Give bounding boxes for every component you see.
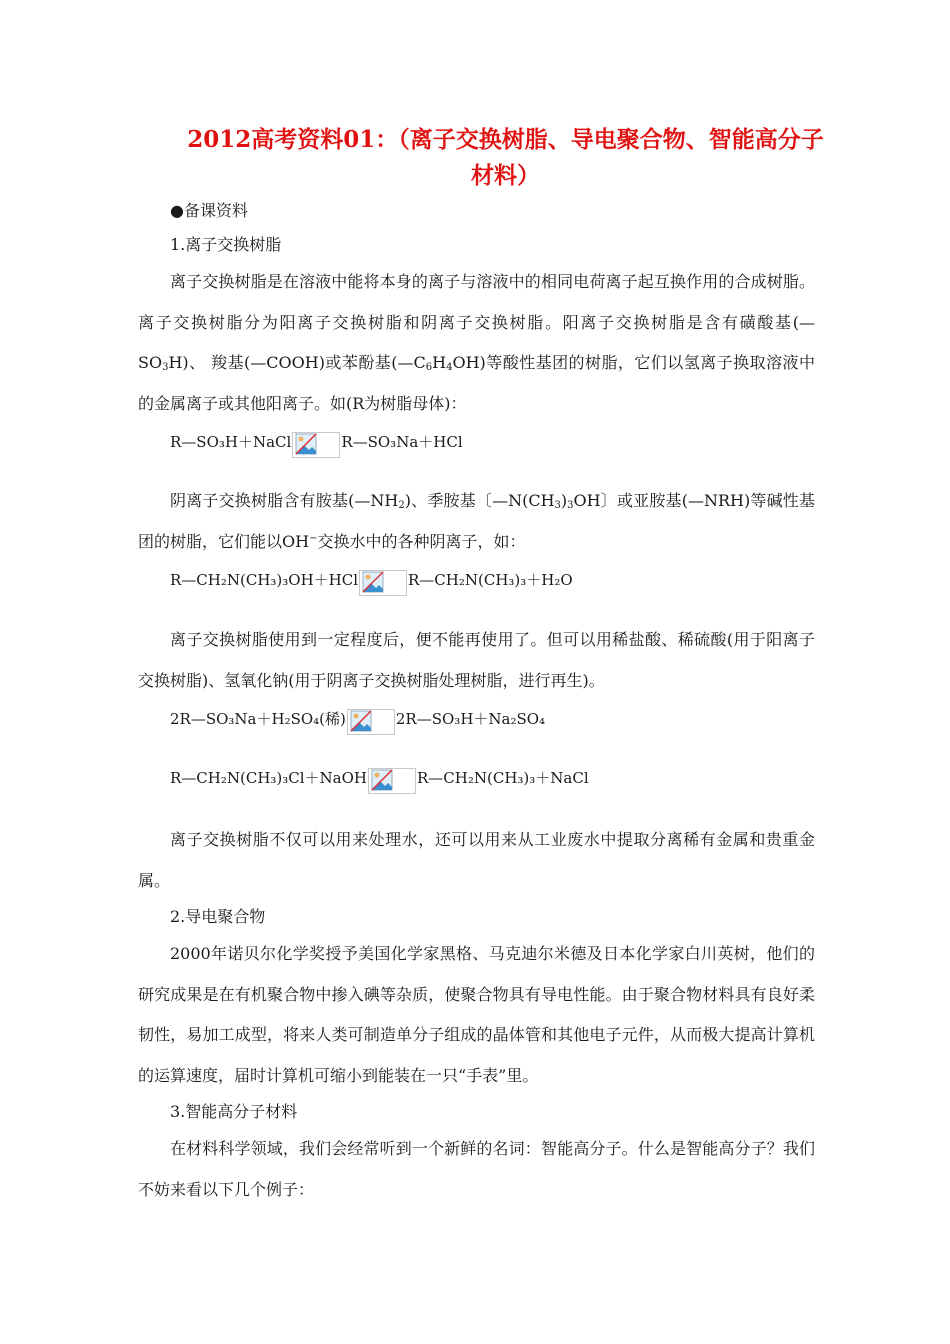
equation-right: R—SO₃Na＋HCl [341, 433, 463, 451]
equation-left: R—CH₂N(CH₃)₃Cl＋NaOH [170, 769, 367, 787]
equation-left: R—SO₃H＋NaCl [170, 433, 292, 451]
paragraph-conductive-polymer: 2000年诺贝尔化学奖授予美国化学家黑格、马克迪尔米德及日本化学家白川英树，他们的研究成果是在有机聚合物中掺入碘等杂质，使聚合物具有导电性能。由于聚合物材料具有良好柔韧性，易加工成型，将来人类可制造单分子组成的晶体管和其他电子元件，从而极大提高计算机的运算速度，届时计算机可缩小到能装在一只“手表”里。 [138, 944, 815, 1085]
title-line-2: 材料） [471, 162, 540, 189]
equation-right: R—CH₂N(CH₃)₃＋NaCl [417, 769, 589, 787]
title-line-1: 2012高考资料01：（离子交换树脂、导电聚合物、智能高分子 [187, 126, 824, 153]
heading-conductive-polymer: 2.导电聚合物 [170, 907, 266, 926]
broken-image-icon [292, 432, 340, 458]
equation-regeneration-base [170, 768, 589, 794]
equation-left: R—CH₂N(CH₃)₃OH＋HCl [170, 571, 359, 589]
equation-anion-exchange [170, 570, 573, 596]
broken-image-icon [359, 570, 407, 596]
broken-image-icon [347, 709, 395, 735]
broken-image-icon [368, 768, 416, 794]
paragraph-smart-polymer: 在材料科学领域，我们会经常听到一个新鲜的名词：智能高分子。什么是智能高分子？我们不妨来看以下几个例子： [138, 1139, 815, 1199]
paragraph-anion-exchange: 阴离子交换树脂含有胺基$(—NH_2)$、季胺基〔$—N(CH_3)_3OH$〕或亚胺基(—NRH)等碱性基团的树脂，它们能以OH−交换水中的各种阴离子，如： [138, 491, 816, 551]
document-title [138, 122, 873, 194]
heading-smart-polymer: 3.智能高分子材料 [170, 1102, 298, 1121]
paragraph-applications: 离子交换树脂不仅可以用来处理水，还可以用来从工业废水中提取分离稀有金属和贵重金属。 [138, 830, 815, 890]
paragraph-regeneration: 离子交换树脂使用到一定程度后，便不能再使用了。但可以用稀盐酸、稀硫酸(用于阳离子交换树脂)、氢氧化钠(用于阴离子交换树脂处理树脂，进行再生)。 [138, 630, 815, 690]
section-marker: ●备课资料 [170, 201, 248, 220]
equation-right: R—CH₂N(CH₃)₃＋H₂O [408, 571, 573, 589]
equation-cation-exchange [170, 432, 463, 458]
equation-left: 2R—SO₃Na＋H₂SO₄(稀) [170, 710, 346, 728]
heading-ion-exchange-resin: 1.离子交换树脂 [170, 235, 282, 254]
equation-regeneration-acid [170, 709, 545, 735]
paragraph-ion-exchange-intro: 离子交换树脂是在溶液中能将本身的离子与溶液中的相同电荷离子起互换作用的合成树脂。离子交换树脂分为阳离子交换树脂和阴离子交换树脂。阳离子交换树脂是含有磺酸基$(—SO_3H)$、 羧基(—COOH)或苯酚基$(—C_6H_4OH)$等酸性基团的树脂，它们以氢离子换取溶液中的金属离子或其他阳离子。如(R为树脂母体)： [138, 272, 815, 413]
equation-right: 2R—SO₃H＋Na₂SO₄ [395, 710, 546, 728]
